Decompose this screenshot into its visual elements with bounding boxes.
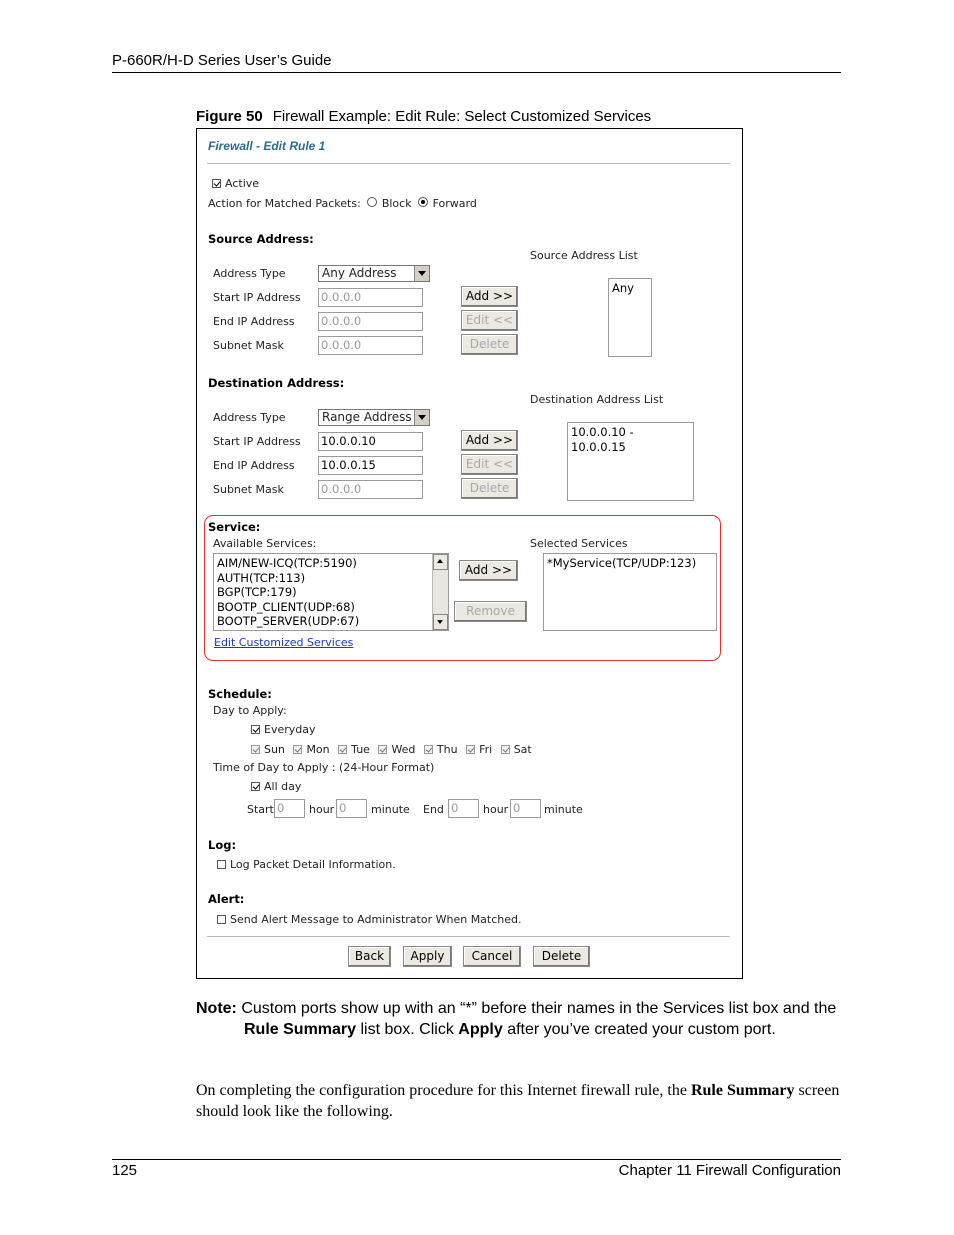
figure-title: Firewall Example: Edit Rule: Select Customized Services	[272, 108, 652, 125]
figure-caption	[196, 108, 651, 125]
everyday-label: Everyday	[264, 723, 316, 736]
scroll-down-icon[interactable]	[433, 614, 448, 630]
src-add-button[interactable]: Add >>	[461, 286, 518, 307]
back-button[interactable]: Back	[348, 946, 391, 967]
action-label: Action for Matched Packets:	[208, 197, 361, 210]
dst-delete-button[interactable]: Delete	[461, 478, 518, 499]
edit-customized-services-link[interactable]: Edit Customized Services	[214, 636, 354, 649]
src-end-ip-input[interactable]: 0.0.0.0	[318, 312, 423, 331]
sat-label: Sat	[513, 743, 532, 756]
available-services-label: Available Services:	[213, 537, 317, 550]
allday-row	[251, 780, 301, 793]
destination-list-label: Destination Address List	[530, 393, 664, 406]
start-minute-input[interactable]: 0	[336, 799, 367, 818]
sun-label: Sun	[264, 743, 285, 756]
dst-edit-button[interactable]: Edit <<	[461, 454, 518, 475]
dst-end-ip-label: End IP Address	[213, 459, 295, 472]
list-item[interactable]: BOOTP_SERVER(UDP:67)	[217, 614, 360, 628]
list-item[interactable]: Any	[612, 281, 634, 295]
log-option-label: Log Packet Detail Information.	[230, 858, 396, 871]
selected-services-label: Selected Services	[530, 537, 628, 550]
mon-label: Mon	[306, 743, 330, 756]
sat-checkbox[interactable]	[501, 745, 510, 754]
selected-services-list[interactable]	[543, 553, 717, 631]
forward-radio[interactable]	[418, 197, 428, 207]
note-bold-2: Apply	[458, 1021, 503, 1038]
list-item[interactable]: AUTH(TCP:113)	[217, 570, 306, 585]
service-add-button[interactable]: Add >>	[459, 560, 518, 581]
src-address-type-select[interactable]	[318, 265, 430, 282]
header-rule	[112, 72, 841, 73]
dst-address-type-select[interactable]	[318, 409, 430, 426]
src-subnet-input[interactable]: 0.0.0.0	[318, 336, 423, 355]
paragraph-text-1: On completing the configuration procedure for this Internet firewall rule, the	[196, 1082, 691, 1099]
dst-end-ip-input[interactable]: 10.0.0.15	[318, 456, 423, 475]
active-checkbox[interactable]	[212, 179, 221, 188]
dst-address-type-label: Address Type	[213, 411, 286, 424]
src-start-ip-input[interactable]: 0.0.0.0	[318, 288, 423, 307]
allday-checkbox[interactable]	[251, 782, 260, 791]
fri-label: Fri	[479, 743, 493, 756]
dst-subnet-input[interactable]: 0.0.0.0	[318, 480, 423, 499]
src-end-ip-label: End IP Address	[213, 315, 295, 328]
src-delete-button[interactable]: Delete	[461, 334, 518, 355]
list-item[interactable]: BGP(TCP:179)	[217, 585, 297, 599]
src-address-type-value: Any Address	[322, 266, 397, 280]
screen-title: Firewall - Edit Rule 1	[208, 139, 326, 153]
note-text-1: Custom ports show up with an “*” before their names in the Services list box and the	[236, 1000, 837, 1017]
paragraph-text-2: screen should look like the following.	[196, 1082, 840, 1120]
alert-row	[217, 913, 522, 926]
chapter-title: Chapter 11 Firewall Configuration	[618, 1162, 841, 1179]
end-hour-label: hour	[483, 803, 509, 816]
note-text-3: after you’ve created your custom port.	[502, 1021, 776, 1038]
dst-add-button[interactable]: Add >>	[461, 430, 518, 451]
dst-start-ip-input[interactable]: 10.0.0.10	[318, 432, 423, 451]
start-label: Start	[247, 803, 274, 816]
wed-label: Wed	[391, 743, 416, 756]
alert-option-label: Send Alert Message to Administrator When Matched.	[230, 913, 522, 926]
cancel-button[interactable]: Cancel	[463, 946, 521, 967]
chevron-down-icon	[414, 410, 429, 425]
day-to-apply-label: Day to Apply:	[213, 704, 287, 717]
action-row	[208, 197, 477, 210]
end-minute-label: minute	[544, 803, 583, 816]
paragraph-bold: Rule Summary	[690, 1082, 795, 1099]
alert-heading: Alert:	[208, 892, 245, 906]
body-paragraph	[196, 1080, 846, 1122]
start-hour-label: hour	[309, 803, 335, 816]
source-address-list[interactable]	[608, 278, 652, 357]
end-label: End	[423, 803, 444, 816]
time-of-day-label: Time of Day to Apply : (24-Hour Format)	[213, 761, 435, 774]
list-item[interactable]: 10.0.0.10 - 10.0.0.15	[571, 425, 634, 454]
allday-label: All day	[264, 780, 302, 793]
dst-subnet-label: Subnet Mask	[213, 483, 284, 496]
src-subnet-label: Subnet Mask	[213, 339, 284, 352]
source-heading: Source Address:	[208, 232, 314, 246]
destination-heading: Destination Address:	[208, 376, 345, 390]
active-label: Active	[225, 177, 260, 190]
source-list-label: Source Address List	[530, 249, 638, 262]
note-bold-1: Rule Summary	[244, 1021, 357, 1038]
bottom-divider	[207, 936, 730, 937]
chevron-down-icon	[414, 266, 429, 281]
figure-label: Figure 50	[196, 108, 263, 125]
wed-checkbox[interactable]	[378, 745, 387, 754]
service-remove-button[interactable]: Remove	[454, 601, 527, 622]
fri-checkbox[interactable]	[466, 745, 475, 754]
title-divider	[207, 163, 730, 164]
dst-start-ip-label: Start IP Address	[213, 435, 301, 448]
service-heading: Service:	[208, 520, 261, 534]
schedule-heading: Schedule:	[208, 687, 272, 701]
delete-button[interactable]: Delete	[533, 946, 590, 967]
active-row	[212, 177, 259, 190]
src-address-type-label: Address Type	[213, 267, 286, 280]
list-item[interactable]: BOOTP_CLIENT(UDP:68)	[217, 599, 355, 614]
list-item[interactable]: *MyService(TCP/UDP:123)	[547, 556, 697, 570]
log-checkbox[interactable]	[217, 860, 226, 869]
dst-address-type-value: Range Address	[322, 410, 412, 424]
mon-checkbox[interactable]	[293, 745, 302, 754]
available-services-list[interactable]	[213, 553, 449, 631]
scroll-up-icon[interactable]	[433, 554, 448, 570]
page-header: P-660R/H-D Series User’s Guide	[112, 52, 332, 69]
everyday-checkbox[interactable]	[251, 725, 260, 734]
forward-label: Forward	[432, 197, 477, 210]
src-start-ip-label: Start IP Address	[213, 291, 301, 304]
everyday-row	[251, 723, 316, 736]
alert-checkbox[interactable]	[217, 915, 226, 924]
footer-rule	[112, 1159, 841, 1160]
tue-checkbox[interactable]	[338, 745, 347, 754]
list-item[interactable]: AIM/NEW-ICQ(TCP:5190)	[217, 556, 357, 570]
page-number: 125	[112, 1162, 138, 1179]
block-radio[interactable]	[367, 197, 377, 207]
sun-checkbox[interactable]	[251, 745, 260, 754]
block-label: Block	[381, 197, 412, 210]
thu-checkbox[interactable]	[424, 745, 433, 754]
log-row	[217, 858, 396, 871]
note-block	[196, 998, 846, 1040]
src-edit-button[interactable]: Edit <<	[461, 310, 518, 331]
apply-button[interactable]: Apply	[403, 946, 452, 967]
services-scrollbar[interactable]	[432, 554, 448, 630]
note-text-2: list box. Click	[356, 1021, 459, 1038]
thu-label: Thu	[436, 743, 458, 756]
note-label: Note:	[196, 1000, 237, 1017]
log-heading: Log:	[208, 838, 237, 852]
weekday-row	[251, 743, 532, 756]
tue-label: Tue	[351, 743, 370, 756]
end-hour-input[interactable]: 0	[448, 799, 479, 818]
start-minute-label: minute	[371, 803, 410, 816]
destination-address-list[interactable]	[567, 422, 694, 501]
start-hour-input[interactable]: 0	[274, 799, 305, 818]
end-minute-input[interactable]: 0	[510, 799, 541, 818]
